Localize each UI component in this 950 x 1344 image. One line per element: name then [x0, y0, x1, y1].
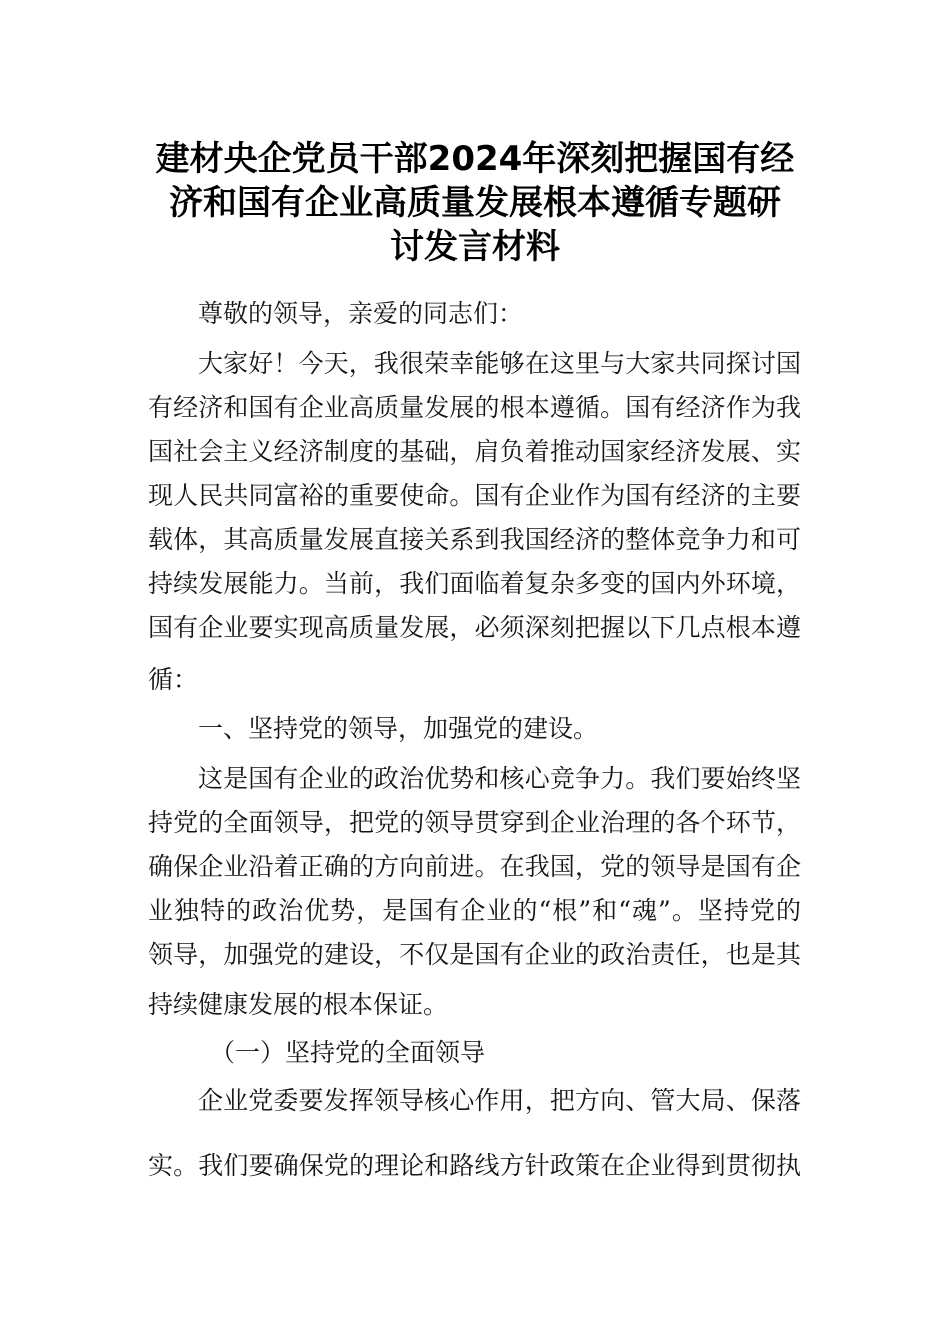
salutation: 尊敬的领导，亲爱的同志们： [198, 299, 524, 328]
document-title-line-1: 建材央企党员干部2024年深刻把握国有经 [155, 139, 795, 179]
paragraph-line: 实。我们要确保党的理论和路线方针政策在企业得到贯彻执 [148, 1151, 801, 1180]
paragraph-line: 持党的全面领导，把党的领导贯穿到企业治理的各个环节， [148, 808, 801, 837]
paragraph-line: 大家好！今天，我很荣幸能够在这里与大家共同探讨国 [198, 349, 801, 378]
paragraph-line: 领导，加强党的建设，不仅是国有企业的政治责任，也是其 [148, 940, 801, 969]
paragraph-line: 国有企业要实现高质量发展，必须深刻把握以下几点根本遵 [148, 613, 801, 642]
subsection-heading: （一）坚持党的全面领导 [210, 1038, 486, 1067]
paragraph-line: 现人民共同富裕的重要使命。国有企业作为国有经济的主要 [148, 481, 801, 510]
paragraph-line: 企业党委要发挥领导核心作用，把方向、管大局、保落 [198, 1086, 801, 1115]
paragraph-line: 循： [148, 665, 199, 694]
paragraph-line: 持续健康发展的根本保证。 [148, 990, 449, 1019]
paragraph-line: 载体，其高质量发展直接关系到我国经济的整体竞争力和可 [148, 525, 801, 554]
paragraph-line: 国社会主义经济制度的基础，肩负着推动国家经济发展、实 [148, 437, 801, 466]
document-title-line-2: 济和国有企业高质量发展根本遵循专题研 [169, 183, 781, 223]
document-title-line-3: 讨发言材料 [390, 227, 560, 267]
paragraph-line: 业独特的政治优势，是国有企业的“根”和“魂”。坚持党的 [148, 896, 801, 925]
paragraph-line: 这是国有企业的政治优势和核心竞争力。我们要始终坚 [198, 764, 801, 793]
paragraph-line: 确保企业沿着正确的方向前进。在我国，党的领导是国有企 [148, 852, 801, 881]
paragraph-line: 有经济和国有企业高质量发展的根本遵循。国有经济作为我 [148, 393, 801, 422]
section-heading: 一、坚持党的领导，加强党的建设。 [198, 714, 599, 743]
paragraph-line: 持续发展能力。当前，我们面临着复杂多变的国内外环境， [148, 569, 801, 598]
